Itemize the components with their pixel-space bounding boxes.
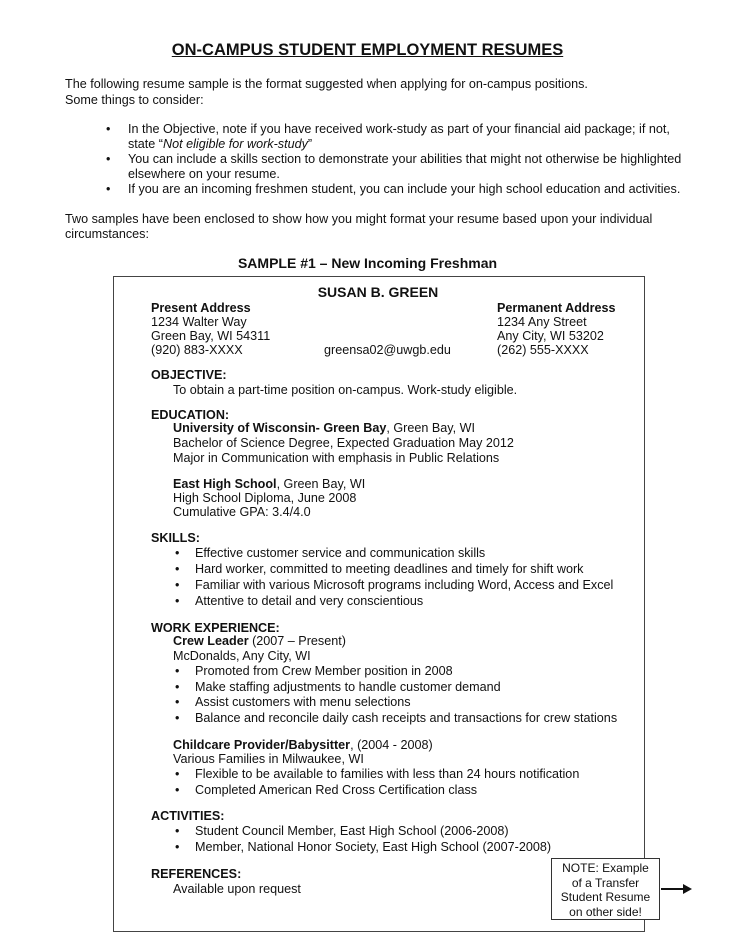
job-title-line bbox=[173, 634, 346, 649]
activity-item: Student Council Member, East High School (2006-2008) bbox=[195, 824, 509, 838]
present-address-label: Present Address bbox=[151, 301, 251, 315]
intro-line: The following resume sample is the format suggested when applying for on-campus positions. bbox=[65, 77, 588, 91]
bullet: • bbox=[175, 680, 180, 694]
diploma: High School Diploma, June 2008 bbox=[173, 491, 357, 505]
note-line: on other side! bbox=[569, 904, 642, 919]
school-name: University of Wisconsin- Green Bay bbox=[173, 421, 387, 435]
skill-item: Effective customer service and communication skills bbox=[195, 546, 486, 560]
tip-text-part: ” bbox=[307, 137, 313, 151]
bullet: • bbox=[175, 767, 180, 781]
activity-item: Member, National Honor Society, East High School (2007-2008) bbox=[195, 840, 552, 854]
arrow-right-icon bbox=[661, 883, 693, 895]
section-heading: WORK EXPERIENCE: bbox=[151, 621, 280, 635]
bullet: • bbox=[175, 664, 180, 678]
note-callout bbox=[551, 858, 660, 920]
note-line: Student Resume bbox=[560, 890, 651, 904]
present-phone: (920) 883-XXXX bbox=[151, 343, 243, 357]
samples-text: circumstances: bbox=[65, 227, 149, 241]
job-duty: Completed American Red Cross Certification class bbox=[195, 783, 478, 797]
bullet: • bbox=[175, 711, 180, 725]
references-text: Available upon request bbox=[173, 882, 301, 896]
school-line bbox=[173, 477, 365, 492]
skill-item: Hard worker, committed to meeting deadlines and timely for shift work bbox=[195, 562, 584, 576]
bullet: • bbox=[106, 122, 111, 136]
job-dates: , (2004 - 2008) bbox=[350, 738, 433, 752]
bullet: • bbox=[106, 152, 111, 166]
resume-name: SUSAN B. GREEN bbox=[317, 284, 439, 300]
tip-text: You can include a skills section to demonstrate your abilities that might not otherwise be highlighted bbox=[128, 152, 682, 166]
present-street: 1234 Walter Way bbox=[151, 315, 247, 329]
permanent-street: 1234 Any Street bbox=[497, 315, 587, 329]
page-title: ON-CAMPUS STUDENT EMPLOYMENT RESUMES bbox=[171, 41, 564, 59]
bullet: • bbox=[106, 182, 111, 196]
permanent-address-label: Permanent Address bbox=[497, 301, 616, 315]
skill-item: Familiar with various Microsoft programs including Word, Access and Excel bbox=[195, 578, 614, 592]
job-dates: (2007 – Present) bbox=[248, 634, 346, 648]
job-title: Crew Leader bbox=[173, 634, 249, 648]
permanent-phone: (262) 555-XXXX bbox=[497, 343, 589, 357]
objective-text: To obtain a part-time position on-campus. Work-study eligible. bbox=[173, 383, 518, 397]
present-city: Green Bay, WI 54311 bbox=[151, 329, 271, 343]
school-line bbox=[173, 421, 475, 436]
note-line: NOTE: Example bbox=[562, 861, 649, 875]
bullet: • bbox=[175, 824, 180, 838]
job-title-line bbox=[173, 738, 433, 753]
school-location: , Green Bay, WI bbox=[276, 477, 366, 491]
job-duty: Assist customers with menu selections bbox=[195, 695, 411, 709]
tip-text: elsewhere on your resume. bbox=[128, 167, 280, 181]
tip-text: In the Objective, note if you have received work-study as part of your financial aid package; if not, bbox=[128, 122, 670, 136]
section-heading: ACTIVITIES: bbox=[151, 809, 225, 823]
sample-heading: SAMPLE #1 – New Incoming Freshman bbox=[237, 255, 498, 271]
section-heading: SKILLS: bbox=[151, 531, 200, 545]
bullet: • bbox=[175, 594, 180, 608]
tip-text: If you are an incoming freshmen student, you can include your high school education and activities. bbox=[128, 182, 681, 196]
tip-text-part: state “ bbox=[128, 137, 163, 151]
job-title: Childcare Provider/Babysitter bbox=[173, 738, 351, 752]
school-location: , Green Bay, WI bbox=[386, 421, 475, 435]
bullet: • bbox=[175, 840, 180, 854]
intro-line: Some things to consider: bbox=[65, 93, 204, 107]
gpa: Cumulative GPA: 3.4/4.0 bbox=[173, 505, 311, 519]
bullet: • bbox=[175, 562, 180, 576]
section-heading: EDUCATION: bbox=[151, 408, 230, 422]
tip-text bbox=[128, 137, 312, 152]
skill-item: Attentive to detail and very conscientious bbox=[195, 594, 424, 608]
samples-text: Two samples have been enclosed to show how you might format your resume based upon your individual bbox=[65, 212, 653, 226]
tip-emphasis: Not eligible for work-study bbox=[163, 137, 308, 151]
bullet: • bbox=[175, 546, 180, 560]
section-heading: OBJECTIVE: bbox=[151, 368, 227, 382]
job-duty: Make staffing adjustments to handle customer demand bbox=[195, 680, 501, 694]
email: greensa02@uwgb.edu bbox=[324, 343, 451, 357]
degree: Bachelor of Science Degree, Expected Graduation May 2012 bbox=[173, 436, 514, 450]
job-org: McDonalds, Any City, WI bbox=[173, 649, 311, 663]
bullet: • bbox=[175, 695, 180, 709]
job-org: Various Families in Milwaukee, WI bbox=[173, 752, 364, 766]
bullet: • bbox=[175, 783, 180, 797]
bullet: • bbox=[175, 578, 180, 592]
major: Major in Communication with emphasis in Public Relations bbox=[173, 451, 500, 465]
permanent-city: Any City, WI 53202 bbox=[497, 329, 604, 343]
job-duty: Flexible to be available to families with less than 24 hours notification bbox=[195, 767, 580, 781]
school-name: East High School bbox=[173, 477, 277, 491]
job-duty: Promoted from Crew Member position in 2008 bbox=[195, 664, 453, 678]
note-line: of a Transfer bbox=[571, 875, 640, 890]
job-duty: Balance and reconcile daily cash receipts and transactions for crew stations bbox=[195, 711, 618, 725]
section-heading: REFERENCES: bbox=[151, 867, 242, 881]
